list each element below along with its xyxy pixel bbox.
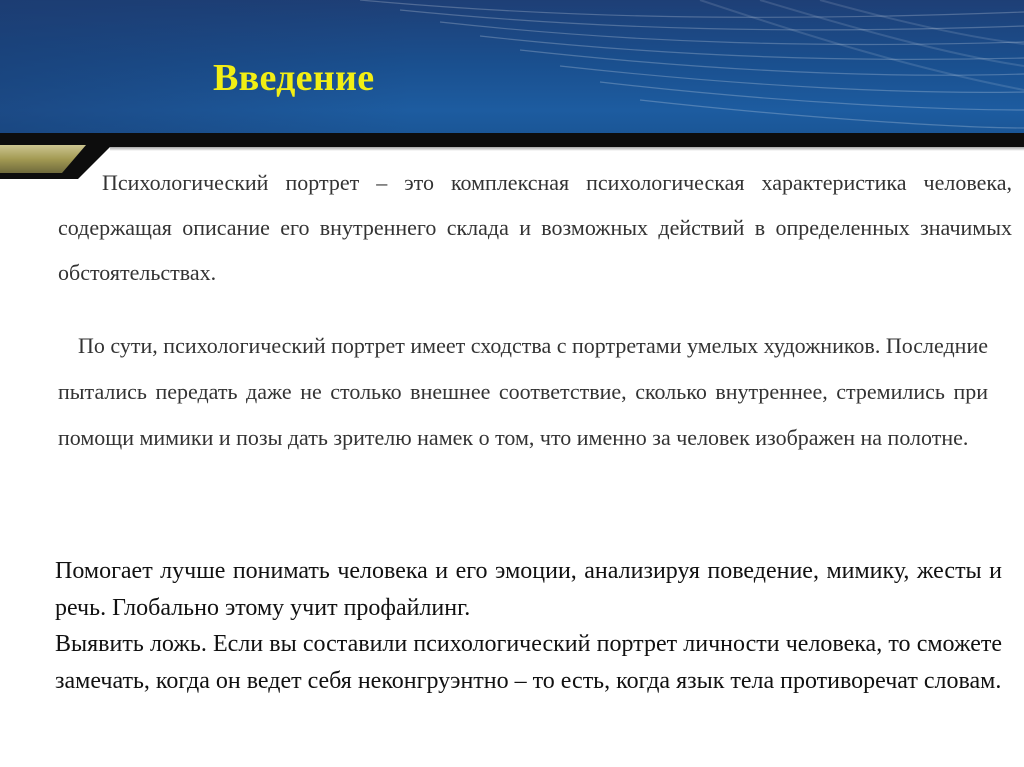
wave-pattern bbox=[0, 0, 1024, 138]
comparison-paragraph: По сути, психологический портрет имеет сходства с портретами умелых художников. Последние пытались передать даже не столько внешнее соответствие, сколько внутреннее, стремились при помощи мимики и позы дать зрителю намек о том, что именно за человек изображен на полотне. bbox=[58, 333, 988, 450]
header-banner bbox=[0, 0, 1024, 138]
benefit-lie-detection: Выявить ложь. Если вы составили психологический портрет личности человека, то сможете замечать, когда он ведет себя неконгруэнтно – то есть, когда язык тела противоречат словам. bbox=[55, 631, 1002, 694]
definition-paragraph: Психологический портрет – это комплексная психологическая характеристика человека, содержащая описание его внутреннего склада и возможных действий в определенных значимых обстоятельствах. bbox=[58, 170, 1012, 285]
benefit-understanding: Помогает лучше понимать человека и его эмоции, анализируя поведение, мимику, жесты и речь. Глобально этому учит профайлинг. bbox=[55, 558, 1002, 621]
benefits-block bbox=[55, 553, 1002, 699]
slide-title: Введение bbox=[213, 57, 375, 99]
